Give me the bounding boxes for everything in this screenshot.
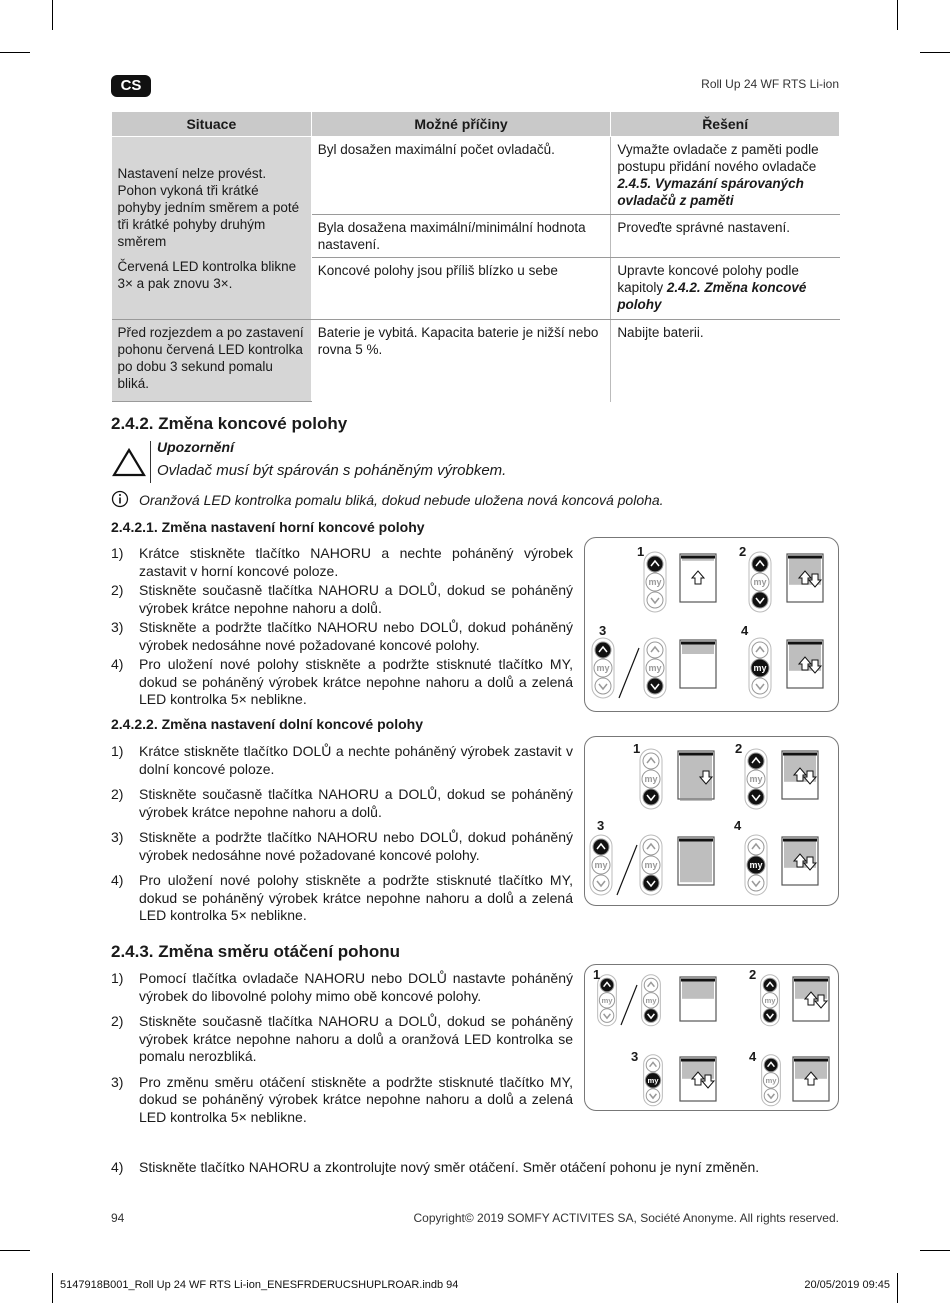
step-label: 4: [749, 1049, 757, 1064]
steps-rotation: [111, 970, 573, 1128]
table-cell: Byl dosažen maximální počet ovladačů.: [311, 137, 611, 215]
table-cell: Nabijte baterii.: [617, 325, 704, 340]
list-item: [111, 970, 573, 1005]
crop-mark: [0, 1250, 30, 1251]
step-number: 1): [111, 743, 124, 759]
step-label: 1: [633, 741, 641, 756]
step-label: 3: [597, 818, 605, 833]
my-label: my: [753, 577, 767, 587]
situation-cell: Před rozjezdem a po zastavení pohonu červená LED kontrolka po dobu 3 sekund pomalu bliká.: [112, 320, 312, 402]
diagram-rotation: [584, 964, 839, 1111]
step-number: 3): [111, 829, 124, 845]
list-item: [111, 545, 573, 580]
down-button: [748, 875, 764, 891]
step-text: Stiskněte a podržte tlačítko NAHORU nebo DOLŮ, dokud poháněný výrobek nedosáhne nové požadované koncové polohy.: [139, 829, 573, 863]
blind-fabric: [682, 979, 714, 999]
step-label: 3: [631, 1049, 639, 1064]
table-header-situation: Situace: [112, 112, 312, 137]
copyright: Copyright© 2019 SOMFY ACTIVITES SA, Société Anonyme. All rights reserved.: [413, 1211, 839, 1225]
step-text: Stiskněte a podržte tlačítko NAHORU nebo DOLŮ, dokud poháněný výrobek nedosáhne nové požadované koncové polohy.: [139, 619, 573, 653]
down-button: [647, 678, 663, 694]
my-label: my: [645, 995, 657, 1005]
up-button: [752, 642, 768, 658]
section-title: 2.4.2. Změna koncové polohy: [111, 414, 348, 433]
crop-mark: [920, 1250, 950, 1251]
table-header-causes: Možné příčiny: [311, 112, 611, 137]
step-number: 4): [111, 656, 124, 672]
print-file-name: 5147918B001_Roll Up 24 WF RTS Li-ion_ENESFRDERUCSHUPLROAR.indb 94: [60, 1279, 459, 1291]
step-text: Pro uložení nové polohy stiskněte a podržte stisknuté tlačítko MY, dokud se poháněný výrobek krátce nepohne nahoru a dolů a zelená LED kontrolka 5× neblikne.: [139, 656, 573, 707]
step-text: Stiskněte současně tlačítka NAHORU a DOLŮ, dokud se poháněný výrobek krátce nepohne nahoru a dolů.: [139, 786, 573, 820]
step-text: Stiskněte tlačítko NAHORU a zkontrolujte nový směr otáčení. Směr otáčení pohonu je nyní změněn.: [139, 1159, 760, 1175]
crop-mark: [52, 1273, 53, 1303]
warning-title: Upozornění: [157, 439, 234, 455]
table-cell: Koncové polohy jsou příliš blízko u sebe: [311, 258, 611, 320]
step-text: Pro uložení nové polohy stiskněte a podržte stisknuté tlačítko MY, dokud se poháněný výrobek krátce nepohne nahoru a dolů a zelená LED kontrolka 5× neblikne.: [139, 872, 573, 923]
table-cell: Baterie je vybitá. Kapacita baterie je nižší nebo rovna 5 %.: [311, 320, 611, 402]
step-number: 3): [111, 619, 124, 635]
step-label: 4: [734, 818, 742, 833]
step-number: 2): [111, 786, 124, 802]
solution-text: Vymažte ovladače z paměti podle postupu přidání nového ovladače: [617, 142, 819, 174]
step-label: 2: [749, 967, 757, 982]
step-number: 4): [111, 1159, 124, 1175]
my-label: my: [753, 663, 767, 673]
list-item: [111, 1013, 573, 1066]
situation-text: Nastavení nelze provést. Pohon vykoná tři krátké pohyby jedním směrem a poté tři krátké pohyby druhým směrem: [117, 165, 300, 249]
list-item: [111, 1074, 573, 1127]
table-cell: [611, 258, 840, 320]
my-label: my: [644, 860, 658, 870]
up-button: [646, 1058, 660, 1072]
my-label: my: [765, 1075, 777, 1085]
list-item: [111, 743, 573, 778]
up-button: [595, 642, 611, 658]
situation-cell: [112, 137, 312, 320]
up-button: [748, 753, 764, 769]
step-number: 1): [111, 970, 124, 986]
or-divider: [621, 985, 637, 1025]
step-number: 3): [111, 1073, 124, 1090]
info-text: Oranžová LED kontrolka pomalu bliká, dokud nebude uložena nová koncová poloha.: [139, 492, 664, 508]
crop-mark: [897, 1273, 898, 1303]
step-number: 2): [111, 1013, 124, 1029]
list-item: [111, 582, 573, 617]
step-label: 4: [741, 623, 749, 638]
down-button: [646, 1089, 660, 1103]
blind-fabric: [680, 839, 712, 882]
up-button: [764, 1058, 778, 1072]
solution-reference: 2.4.2. Změna koncové polohy: [617, 280, 807, 312]
up-button: [644, 978, 658, 992]
down-button: [763, 1009, 777, 1023]
down-button: [647, 592, 663, 608]
diagram-lower-end: [584, 736, 839, 906]
subsection-title: 2.4.2.1. Změna nastavení horní koncové polohy: [111, 519, 425, 535]
down-button: [593, 875, 609, 891]
or-divider: [619, 648, 639, 698]
solution-text: Upravte koncové polohy podle kapitoly: [617, 263, 799, 295]
print-date: 20/05/2019 09:45: [804, 1279, 890, 1291]
warning-icon: [112, 447, 146, 477]
page-number: 94: [111, 1211, 125, 1225]
step-label: 1: [593, 967, 601, 982]
up-button: [600, 978, 614, 992]
down-button: [643, 789, 659, 805]
step-label: 2: [739, 544, 747, 559]
up-button: [748, 839, 764, 855]
diagram-upper-end: [584, 537, 839, 712]
table-cell: [611, 137, 840, 215]
up-button: [752, 556, 768, 572]
up-button: [647, 642, 663, 658]
step-text: Krátce stiskněte tlačítko DOLŮ a nechte poháněný výrobek zastavit v dolní koncové poloze.: [139, 743, 573, 777]
my-label: my: [647, 1075, 659, 1085]
section-title: 2.4.3. Změna směru otáčení pohonu: [111, 942, 401, 961]
or-divider: [617, 845, 637, 895]
crop-mark: [897, 0, 898, 30]
warning-divider: [150, 441, 151, 483]
troubleshooting-table: [111, 111, 840, 402]
list-item: [111, 1159, 840, 1175]
crop-mark: [0, 52, 30, 53]
list-item: [111, 829, 573, 864]
down-button: [764, 1089, 778, 1103]
step-number: 1): [111, 545, 124, 561]
language-badge: CS: [111, 75, 151, 97]
situation-led-text: Červená LED kontrolka blikne 3× a pak znovu 3×.: [117, 258, 297, 291]
remote-and-blind-illustration: [585, 737, 837, 904]
down-button: [752, 678, 768, 694]
step-text: Krátce stiskněte tlačítko NAHORU a nechte poháněný výrobek zastavit v horní koncové poloze.: [139, 545, 573, 579]
step-text: Stiskněte současně tlačítka NAHORU a DOLŮ, dokud se poháněný výrobek krátce nepohne nahoru a dolů a oranžová LED kontrolka se pomalu nerozbliká.: [139, 1013, 573, 1064]
table-header-solution: Řešení: [611, 112, 840, 137]
up-button: [643, 839, 659, 855]
up-button: [647, 556, 663, 572]
step-label: 3: [599, 623, 607, 638]
down-button: [752, 592, 768, 608]
step-text: Pro změnu směru otáčení stiskněte a podržte stisknuté tlačítko MY, dokud se poháněný výrobek krátce nepohne nahoru a dolů a zelená LED kontrolka 5× neblikne.: [139, 1073, 573, 1125]
info-icon: [111, 490, 129, 508]
subsection-title: 2.4.2.2. Změna nastavení dolní koncové polohy: [111, 716, 423, 732]
down-button: [600, 1009, 614, 1023]
my-label: my: [749, 774, 763, 784]
my-label: my: [644, 774, 658, 784]
down-button: [644, 1009, 658, 1023]
solution-reference: 2.4.5. Vymazání spárovaných ovladačů z paměti: [617, 176, 804, 208]
down-button: [643, 875, 659, 891]
my-label: my: [601, 995, 613, 1005]
table-cell: Byla dosažena maximální/minimální hodnota nastavení.: [311, 215, 611, 258]
step-number: 2): [111, 582, 124, 598]
up-button: [643, 753, 659, 769]
down-button: [748, 789, 764, 805]
list-item: [111, 786, 573, 821]
crop-mark: [920, 52, 950, 53]
step-number: 4): [111, 872, 124, 888]
step-text: Pomocí tlačítka ovladače NAHORU nebo DOLŮ nastavte poháněný výrobek do libovolné polohy mimo obě koncové polohy.: [139, 970, 573, 1004]
step-text: Stiskněte současně tlačítka NAHORU a DOLŮ, dokud se poháněný výrobek krátce nepohne nahoru a dolů.: [139, 582, 573, 616]
list-item: [111, 872, 573, 925]
table-cell: Proveďte správné nastavení.: [611, 215, 840, 258]
my-label: my: [749, 860, 763, 870]
list-item: [111, 656, 573, 709]
step-label: 2: [735, 741, 743, 756]
up-button: [593, 839, 609, 855]
my-label: my: [648, 663, 662, 673]
steps-upper-end: [111, 545, 573, 711]
step-label: 1: [637, 544, 645, 559]
steps-lower-end: [111, 743, 573, 927]
my-label: my: [594, 860, 608, 870]
crop-mark: [52, 0, 53, 30]
my-label: my: [596, 663, 610, 673]
remote-and-blind-illustration: [585, 538, 837, 710]
down-button: [595, 678, 611, 694]
my-label: my: [764, 995, 776, 1005]
my-label: my: [648, 577, 662, 587]
list-item: [111, 619, 573, 654]
product-name: Roll Up 24 WF RTS Li-ion: [701, 77, 839, 91]
warning-text: Ovladač musí být spárován s poháněným výrobkem.: [157, 462, 507, 479]
remote-and-blind-illustration: [585, 965, 837, 1109]
up-button: [763, 978, 777, 992]
